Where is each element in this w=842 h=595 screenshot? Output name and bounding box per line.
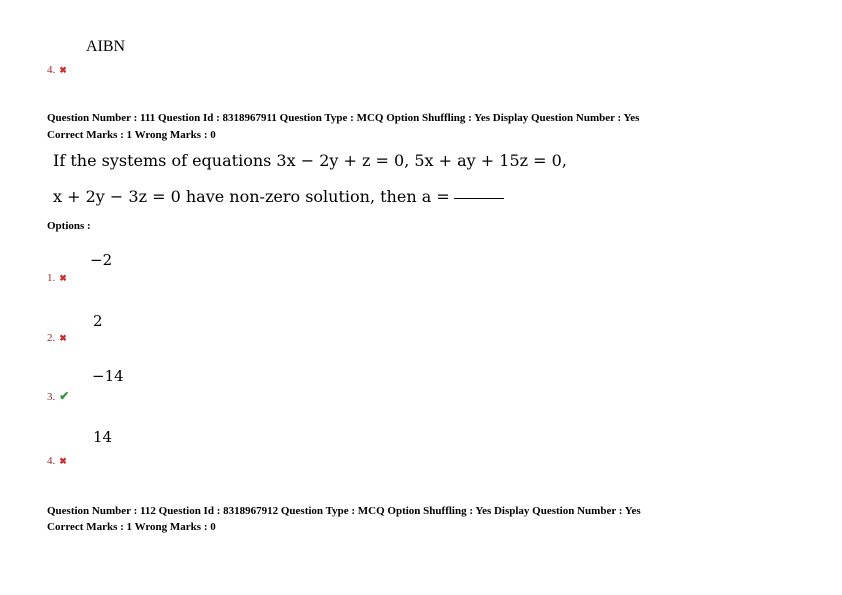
- option-1-number: 1.: [47, 272, 56, 284]
- option-1-marker: [47, 268, 67, 286]
- q111-text-line1: If the systems of equations 3x − 2y + z = 0, 5x + ay + 15z = 0,: [53, 151, 567, 170]
- prev-option-value: AIBN: [86, 38, 126, 55]
- option-3-marker: [47, 387, 69, 405]
- option-4-number: 4.: [47, 455, 56, 467]
- q111-meta-line1: Question Number : 111 Question Id : 8318967911 Question Type : MCQ Option Shuffling : Yes Display Question Number : Yes: [47, 112, 640, 124]
- option-2-value: 2: [93, 312, 103, 330]
- option-2-number: 2.: [47, 332, 56, 344]
- q111-text-line2: [53, 187, 504, 206]
- answer-blank: [454, 197, 504, 199]
- q111-text-line2-content: x + 2y − 3z = 0 have non-zero solution, then a =: [53, 187, 450, 206]
- option-3-number: 3.: [47, 391, 56, 403]
- cross-mark-icon: ✖: [59, 456, 67, 466]
- prev-option-number: 4.: [47, 64, 56, 76]
- option-3-value: −14: [92, 367, 124, 385]
- prev-option-marker: [47, 60, 67, 78]
- cross-mark-icon: ✖: [59, 65, 67, 75]
- cross-mark-icon: ✖: [59, 273, 67, 283]
- option-4-marker: [47, 451, 67, 469]
- q112-meta-line1: Question Number : 112 Question Id : 8318967912 Question Type : MCQ Option Shuffling : Yes Display Question Number : Yes: [47, 505, 641, 517]
- q112-meta-line2: Correct Marks : 1 Wrong Marks : 0: [47, 521, 216, 533]
- options-label: Options :: [47, 220, 91, 232]
- cross-mark-icon: ✖: [59, 333, 67, 343]
- option-4-value: 14: [93, 428, 113, 446]
- option-1-value: −2: [90, 251, 113, 269]
- option-2-marker: [47, 328, 67, 346]
- q111-meta-line2: Correct Marks : 1 Wrong Marks : 0: [47, 129, 216, 141]
- check-mark-icon: ✔: [59, 389, 70, 403]
